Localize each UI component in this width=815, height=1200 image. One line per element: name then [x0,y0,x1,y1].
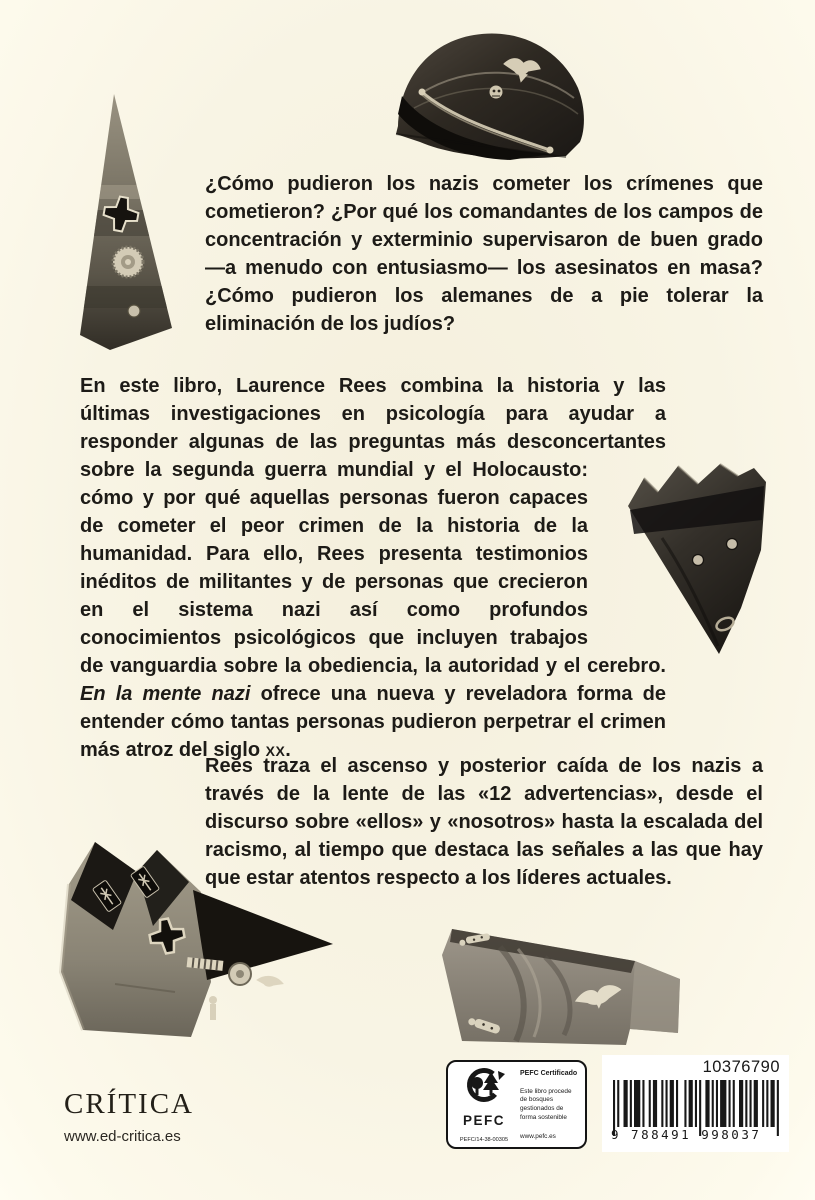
blurb-p2-text-1: En este libro, Laurence Rees combina la historia y las últimas investigaciones en psicología para ayudar a responder algunas de las preguntas más desconcertantes sobre la segunda [80,375,666,481]
field-cap-photo [430,915,685,1055]
blurb-paragraph-1: ¿Cómo pudieron los nazis cometer los crímenes que cometieron? ¿Por qué los comandantes de los campos de concentración y exterminio supervisaron de buen grado —a menudo con entusiasmo— los asesinatos en masa? ¿Cómo pudieron los alemanes de a pie tolerar la eliminación de los judíos? [205,173,763,335]
pefc-logo-icon [462,1067,506,1105]
century-smallcaps: xx [265,739,286,761]
blurb-paragraph-2 [80,372,666,764]
blurb-p2-period: . [285,739,291,761]
officer-cap-photo [392,30,594,167]
pefc-logo-column [455,1067,513,1143]
blurb-p2-text-2: guerra mundial y el Holocausto: cómo y por qué aquellas personas fueron capaces de cometer el peor crimen de la historia de la humanidad. Para ello, Rees presenta testimonios inéditos de militantes y de personas que crecieron en el sistema nazi así como profundos conocimientos psicológicos que incluyen trabajos de vanguardia sobre la obediencia, la autoridad y el cerebro. [80,459,666,677]
eagle-pin-icon [255,974,284,989]
pefc-certification-box [446,1060,587,1149]
figure-pin-icon [209,996,217,1020]
pefc-text-column [520,1067,578,1143]
pefc-certified-label: PEFC Certificado [520,1070,578,1077]
wreath-badge-icon [113,247,143,277]
barcode-block [602,1055,789,1152]
book-title-italic: En la mente nazi [80,683,251,705]
glove-wedge-illustration [622,458,772,658]
field-cap-illustration [430,915,685,1050]
isbn-digits: 9 788491 998037 [611,1127,762,1142]
pefc-logo-text: PEFC [462,1112,505,1128]
publisher-website: www.ed-critica.es [64,1128,181,1145]
uniform-wedge-illustration [70,90,182,354]
publisher-block [64,1088,194,1145]
pefc-website: www.pefc.es [520,1133,556,1140]
skull-insignia-icon [490,86,503,99]
publisher-logo: CRÍTICA [64,1088,194,1120]
blurb-paragraph-3: Rees traza el ascenso y posterior caída de los nazis a través de la lente de las «12 advertencias», desde el discurso sobre «ellos» y «nosotros» hasta la escalada del racismo, al tiempo que destaca las señales a las que hay que estar atentos respecto a los líderes actuales. [205,755,763,889]
product-code-number: 10376790 [702,1058,780,1076]
medals-collage-illustration [55,832,337,1042]
uniform-wedge-photo [70,90,182,359]
pefc-license-number: PEFC/14-38-00305 [459,1137,509,1143]
round-medal-icon [229,963,251,985]
pefc-description: Este libro procede de bosques gestionados de forma sostenible [520,1087,572,1121]
glove-wedge-photo [622,458,772,663]
officer-cap-illustration [392,30,594,162]
medals-collage-photo [55,832,337,1047]
blurb-p2-text-3: ofrece una nueva y reveladora forma de entender cómo tantas personas pudieron perpetrar el crimen más atroz del siglo [80,683,666,761]
